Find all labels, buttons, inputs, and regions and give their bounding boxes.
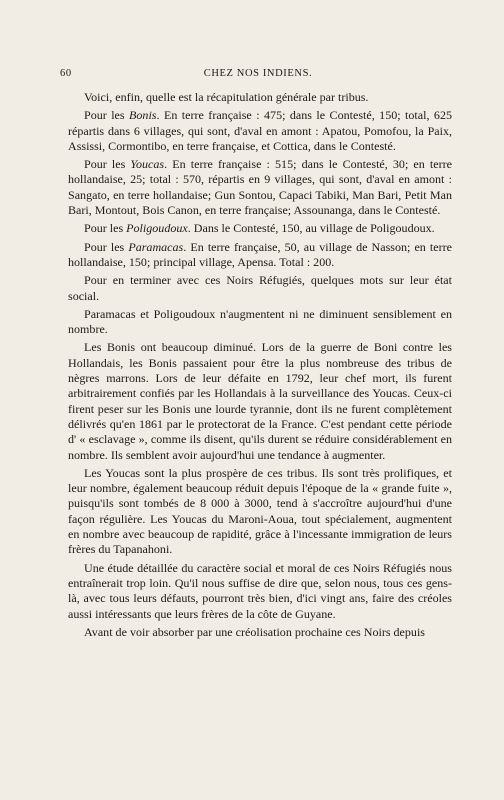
tribe-name-bonis: Bonis — [129, 108, 157, 123]
paragraph-creolisation: Avant de voir absorber par une créolisation prochaine ces Noirs depuis — [84, 624, 425, 639]
paragraph-social-study: Une étude détaillée du caractère social et moral de ces Noirs Réfugiés nous entraînerait trop loin. Qu'il nous suffise de dire que, selon nous, tous ces gens-là, avec tous leurs défauts, pourront très bien, d'ici vingt ans, faire des créoles aussi intéressants que leurs frères de la côte de Guyane. — [68, 560, 452, 621]
paragraph-paramacas-poligoudoux: Paramacas et Poligoudoux n'augmentent ni ne diminuent sensiblement en nombre. — [68, 306, 452, 337]
running-title: CHEZ NOS INDIENS. — [203, 68, 313, 79]
paragraph-poligoudoux: Pour les Poligoudoux. Dans le Contesté, 150, au village de Poligoudoux. — [84, 221, 435, 236]
paragraph-bonis: Pour les Bonis. En terre française : 475; dans le Contesté, 150; total, 625 répartis dans 6 villages, qui sont, d'aval en amont : Apatou, Pomofou, la Paix, Assissi, Cormontibo, en terre française, et Cottica, dans le Contesté. — [68, 108, 452, 153]
paragraph-paramacas: Pour les Paramacas. En terre française, 50, au village de Nasson; en terre hollandaise, 150; principal village, Apensa. Total : 200. — [68, 239, 452, 269]
tribe-name-paramacas: Paramacas — [128, 239, 184, 254]
running-head — [56, 68, 460, 84]
tribe-name-youcas: Youcas — [130, 157, 165, 172]
paragraph-youcas: Pour les Youcas. En terre française : 515; dans le Contesté, 30; en terre hollandaise, 25; total : 570, répartis en 9 villages, qui sont, d'aval en amont : Sangato, en terre hollandaise; Gun Sontou, Capaci Tabiki, Man Bari, Petit Man Bari, Montout, Bois Canon, en terre française; Assounanga, dans le Contesté. — [68, 157, 452, 218]
body-text — [68, 90, 452, 640]
paragraph-recap-intro: Voici, enfin, quelle est la récapitulation générale par tribus. — [84, 90, 369, 104]
paragraph-bonis-history: Les Bonis ont beaucoup diminué. Lors de la guerre de Boni contre les Hollandais, les Bonis passaient pour être la plus nombreuse des tribus de nègres marrons. Lors de leur défaite en 1792, leur chef mort, ils furent arbitrairement confiés par les Hollandais à la surveillance des Youcas. Ceux-ci firent peser sur les Bonis une lourde tyrannie, dont ils ne furent complètement délivrés qu'en 1861 par le protectorat de la France. C'est pendant cette période d' « esclavage », comme ils disent, qu'ils durent se réduire considérablement en nombre. Ils semblent avoir aujourd'hui une tendance à augmenter. — [68, 340, 452, 462]
tribe-name-poligoudoux: Poligoudoux — [126, 221, 188, 236]
page-number: 60 — [60, 68, 72, 79]
paragraph-social-state-intro: Pour en terminer avec ces Noirs Réfugiés, quelques mots sur leur état social. — [68, 273, 452, 303]
paragraph-youcas-prosperity: Les Youcas sont la plus prospère de ces tribus. Ils sont très prolifiques, et leur nombre, également beaucoup réduit depuis l'époque de la « grande fuite », puisqu'ils sont tombés de 8 000 à 3000, tend à s'accroître aujourd'hui d'une façon régulière. Les Youcas du Maroni-Aoua, tout spécialement, augmentent en nombre avec beaucoup de rapidité, grâce à l'incessante immigration de leurs frères du Tapanahoni. — [68, 465, 452, 557]
